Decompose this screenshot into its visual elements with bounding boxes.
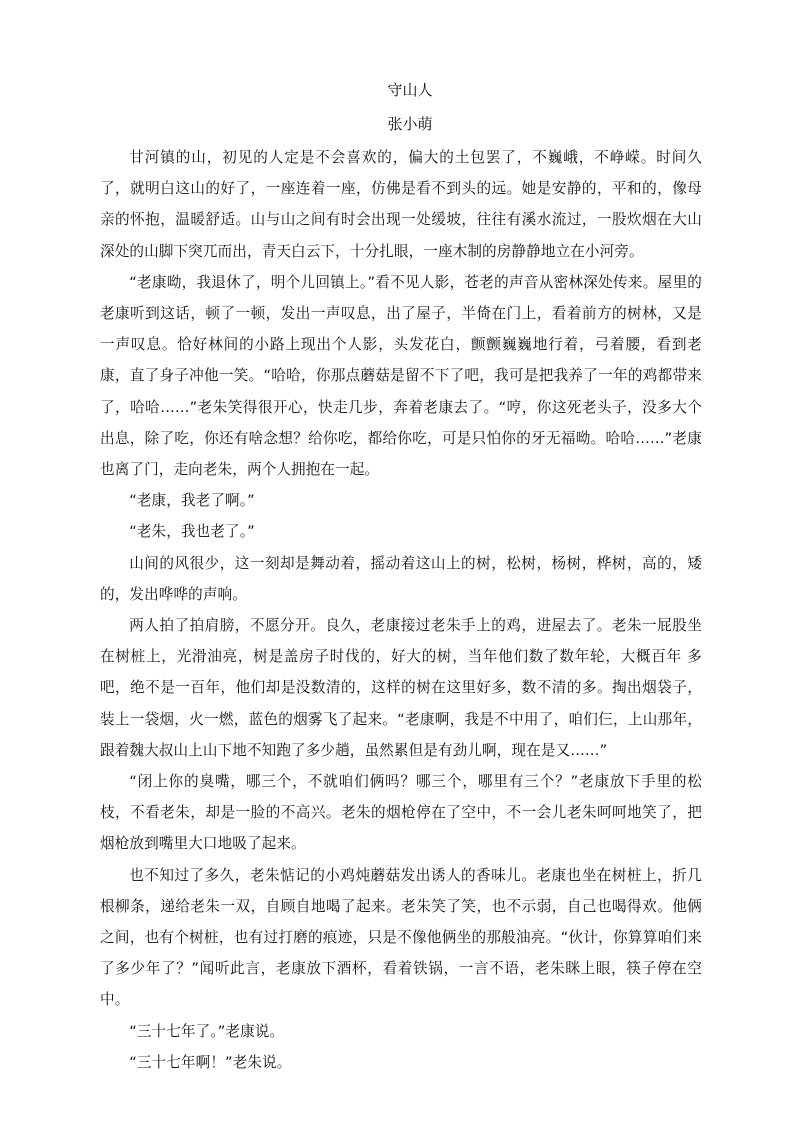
- paragraph: “三十七年啊！”老朱说。: [129, 1053, 292, 1071]
- paragraph: 两人拍了拍肩膀，不愿分开。良久，老康接过老朱手上的鸡，进屋去了。老朱一屁股坐在树桩上，光滑油亮，树是盖房子时伐的，好大的树，当年他们数了数年轮，大概百年 多吧，绝不是一百年，他们却是没数清的，这样的树在这里好多，数不清的多。掏出烟袋子，装上一袋烟，火一燃，蓝色的烟雾飞了起来。“老康啊，我是不中用了，咱们仨，上山那年，跟着魏大叔山上山下地不知跑了多少趟，虽然累但是有劲儿啊，现在是又……”: [100, 617, 702, 759]
- paragraph: “老康，我老了啊。”: [129, 492, 255, 510]
- paragraph: “老朱，我也老了。”: [129, 523, 255, 541]
- document-title: 守山人: [387, 81, 433, 99]
- paragraph: “闭上你的臭嘴，哪三个，不就咱们俩吗？哪三个，哪里有三个？”老康放下手里的松枝，不看老朱，却是一脸的不高兴。老朱的烟枪停在了空中，不一会儿老朱呵呵地笑了，把烟枪放到嘴里大口地吸了起来。: [100, 773, 702, 853]
- paragraph: “老康呦，我退休了，明个儿回镇上。”看不见人影，苍老的声音从密林深处传来。屋里的老康听到这话，顿了一顿，发出一声叹息，出了屋子，半倚在门上，看着前方的树林，又是一声叹息。恰好林间的小路上现出个人影，头发花白，颤颤巍巍地行着，弓着腰，看到老康，直了身子冲他一笑。“哈哈，你那点蘑菇是留不下了吧，我可是把我养了一年的鸡都带来了，哈哈……”老朱笑得很开心，快走几步，奔着老康去了。“哼，你这死老头子，没多大个出息，除了吃，你还有啥念想？给你吃，都给你吃，可是只怕你的牙无福呦。哈哈……”老康也离了门，走向老朱，两个人拥抱在一起。: [100, 273, 702, 479]
- document-body: [100, 142, 702, 1078]
- paragraph: 也不知过了多久，老朱惦记的小鸡炖蘑菇发出诱人的香味儿。老康也坐在树桩上，折几根柳条，递给老朱一双，自顾自地喝了起来。老朱笑了笑，也不示弱，自己也喝得欢。他俩之间，也有个树桩，也有过打磨的痕迹，只是不像他俩坐的那般油亮。“伙计，你算算咱们来了多少年了？”闻听此言，老康放下酒杯，看着铁锅，一言不语，老朱眯上眼，筷子停在空中。: [100, 866, 702, 1009]
- paragraph: 山间的风很少，这一刻却是舞动着，摇动着这山上的树，松树，杨树，桦树，高的，矮的，发出哗哗的声响。: [100, 554, 702, 603]
- paragraph: 甘河镇的山，初见的人定是不会喜欢的，偏大的土包罢了，不巍峨，不峥嵘。时间久了，就明白这山的好了，一座连着一座，仿佛是看不到头的远。她是安静的，平和的，像母亲的怀抱，温暖舒适。山与山之间有时会出现一处缓坡，往往有溪水流过，一股炊烟在大山深处的山脚下突兀而出，青天白云下，十分扎眼，一座木制的房静静地立在小河旁。: [100, 149, 702, 260]
- paragraph: “三十七年了。”老康说。: [129, 1022, 285, 1040]
- document-author: 张小萌: [387, 115, 433, 133]
